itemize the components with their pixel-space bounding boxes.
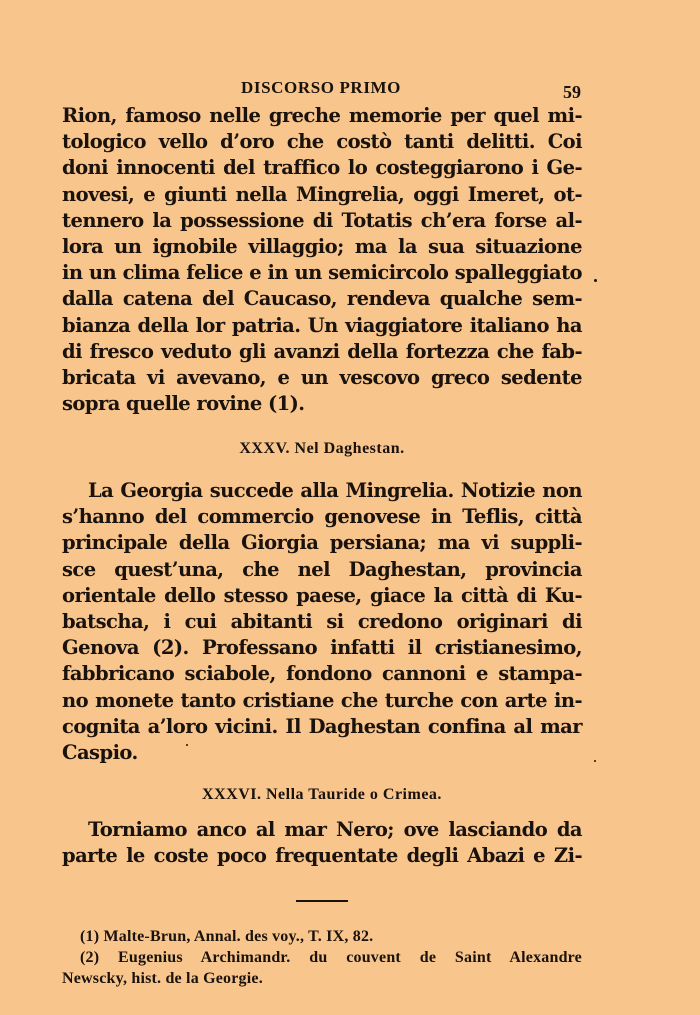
text-line: batscha, i cui abitanti si credono originari di [62, 609, 582, 633]
footnotes [62, 926, 582, 989]
section-heading-crimea: XXXVI. Nella Tauride o Crimea. [202, 786, 442, 803]
text-line: sopra quelle rovine (1). [62, 392, 305, 416]
text-line: Genova (2). Professano infatti il cristianesimo, [62, 636, 582, 660]
paragraph-daghestan [62, 478, 582, 766]
text-line: dalla catena del Caucaso, rendeva qualche sem- [62, 287, 582, 311]
paragraph-crimea [62, 817, 582, 869]
text-line: tennero la possessione di Totatis ch’era forse al- [62, 208, 582, 232]
print-speck [594, 760, 596, 762]
paragraph-mingrelia [62, 103, 582, 417]
print-speck [186, 744, 188, 746]
footnote-1: (1) Malte-Brun, Annal. des voy., T. IX, 82. [80, 928, 374, 945]
text-line: in un clima felice e in un semicircolo spalleggiato [62, 261, 582, 285]
text-line: di fresco veduto gli avanzi della fortezza che fab- [62, 339, 582, 363]
text-line: sce quest’una, che nel Daghestan, provincia [62, 557, 582, 581]
section-heading-daghestan: XXXV. Nel Daghestan. [239, 440, 405, 457]
text-line: principale della Giorgia persiana; ma vi suppli- [62, 531, 582, 555]
running-title: DISCORSO PRIMO [241, 78, 401, 97]
text-line: Torniamo anco al mar Nero; ove lasciando da [88, 818, 582, 841]
text-line: s’hanno del commercio genovese in Teflis, città [62, 505, 582, 529]
footnote-separator [296, 900, 348, 902]
text-line: Caspio. [62, 740, 138, 764]
text-line: tologico vello d’oro che costò tanti delitti. Coi [62, 130, 582, 154]
text-line: fabbricano sciabole, fondono cannoni e stampa- [62, 662, 582, 686]
text-line: cognita a’loro vicini. Il Daghestan confina al mar [62, 714, 582, 738]
text-line: bricata vi avevano, e un vescovo greco sedente [62, 365, 582, 389]
text-line: novesi, e giunti nella Mingrelia, oggi Imeret, ot- [62, 182, 582, 206]
text-line: La Georgia succede alla Mingrelia. Notizie non [88, 479, 582, 502]
text-line: lora un ignobile villaggio; ma la sua situazione [62, 234, 582, 258]
text-line: parte le coste poco frequentate degli Abazi e Zi- [62, 844, 582, 868]
text-line: orientale dello stesso paese, giace la città di Ku- [62, 583, 582, 607]
page-number: 59 [563, 82, 581, 102]
print-speck [594, 279, 597, 282]
text-line: doni innocenti del traffico lo costeggiarono i Ge- [62, 156, 582, 180]
footnote-2: (2) Eugenius Archimandr. du couvent de Saint Alexandre [80, 949, 582, 966]
text-line: Rion, famoso nelle greche memorie per quel mi- [62, 104, 582, 127]
footnote-2-continuation: Newscky, hist. de la Georgie. [62, 970, 263, 987]
text-line: no monete tanto cristiane che turche con arte in- [62, 688, 582, 712]
text-line: bianza della lor patria. Un viaggiatore italiano ha [62, 313, 582, 337]
running-head [62, 78, 580, 102]
